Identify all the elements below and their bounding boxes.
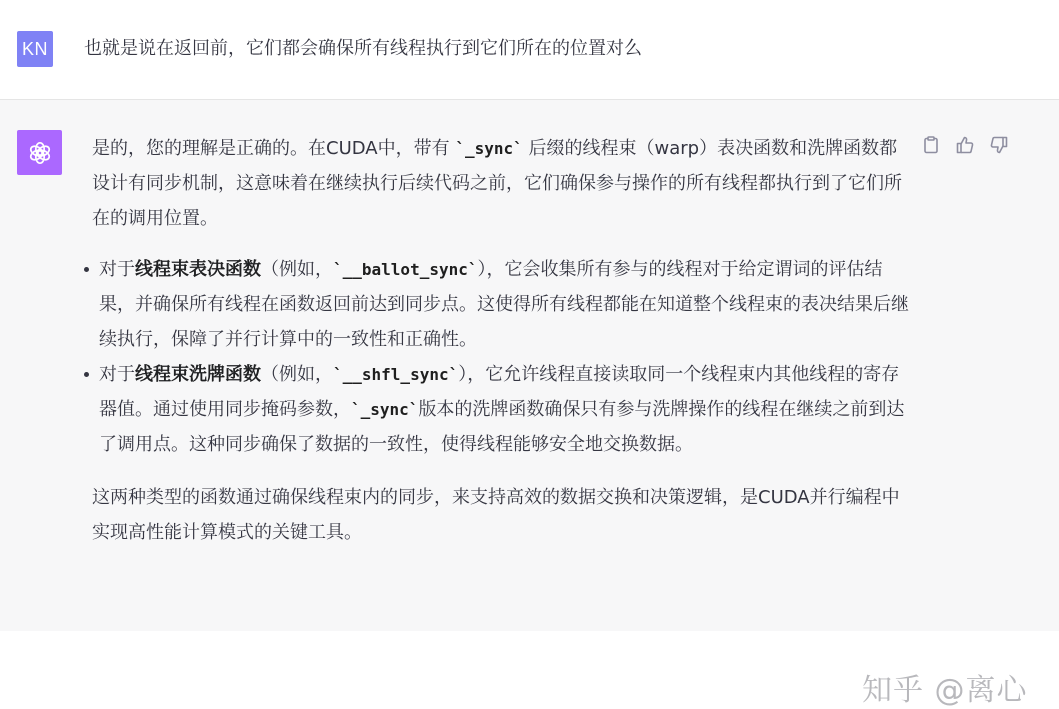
assistant-message-content (92, 131, 912, 550)
inline-code: `_sync` (455, 139, 523, 158)
bullet-mid: （例如， (261, 259, 333, 280)
thumbs-up-button[interactable] (954, 134, 976, 156)
intro-paragraph (92, 131, 912, 236)
bullet-rest: ），它允许线程直接读取同一个线程束内其他线程的寄存器值。通过使用同步掩码参数， (99, 364, 900, 420)
intro-text-1: 是的，您的理解是正确的。在CUDA中，带有 (92, 138, 456, 159)
thumbs-up-icon (955, 135, 975, 155)
thumbs-down-icon (989, 135, 1009, 155)
intro-text-2: 后缀的线程束（warp）表决函数和洗牌函数都设计有同步机制，这意味着在继续执行后续代码之前，它们确保参与操作的所有线程都执行到了它们所在的调用位置。 (92, 138, 902, 229)
clipboard-icon (921, 135, 941, 155)
assistant-avatar (17, 130, 62, 175)
bullet-prefix: 对于 (99, 259, 135, 280)
list-item (92, 252, 912, 357)
list-item (92, 357, 912, 462)
bullet-bold-term: 线程束表决函数 (135, 259, 261, 280)
user-message-text: 也就是说在返回前，它们都会确保所有线程执行到它们所在的位置对么 (84, 38, 642, 59)
inline-code: `_sync` (351, 400, 419, 419)
bullet-rest: ），它会收集所有参与的线程对于给定谓词的评估结果，并确保所有线程在函数返回前达到同步点。这使得所有线程都能在知道整个线程束的表决结果后继续执行，保障了并行计算中的一致性和正确性。 (99, 259, 909, 350)
user-avatar-initials: KN (21, 38, 48, 59)
bullet-mid: （例如， (261, 364, 333, 385)
message-actions (920, 134, 1010, 156)
inline-code: `__shfl_sync` (333, 365, 459, 384)
bullet-prefix: 对于 (99, 364, 135, 385)
copy-button[interactable] (920, 134, 942, 156)
bullet-rest: 版本的洗牌函数确保只有参与洗牌操作的线程在继续之前到达了调用点。这种同步确保了数据的一致性，使得线程能够安全地交换数据。 (99, 399, 905, 455)
user-message-row (0, 0, 1059, 100)
thumbs-down-button[interactable] (988, 134, 1010, 156)
user-avatar (17, 31, 53, 67)
bullet-list (92, 252, 912, 462)
assistant-message-row (0, 100, 1059, 708)
inline-code: `__ballot_sync` (333, 260, 478, 279)
openai-logo-icon (26, 139, 54, 167)
zhihu-watermark: 知乎 @离心 (862, 673, 1028, 708)
bullet-bold-term: 线程束洗牌函数 (135, 364, 261, 385)
conclusion-paragraph: 这两种类型的函数通过确保线程束内的同步，来支持高效的数据交换和决策逻辑，是CUDA并行编程中实现高性能计算模式的关键工具。 (92, 487, 900, 543)
